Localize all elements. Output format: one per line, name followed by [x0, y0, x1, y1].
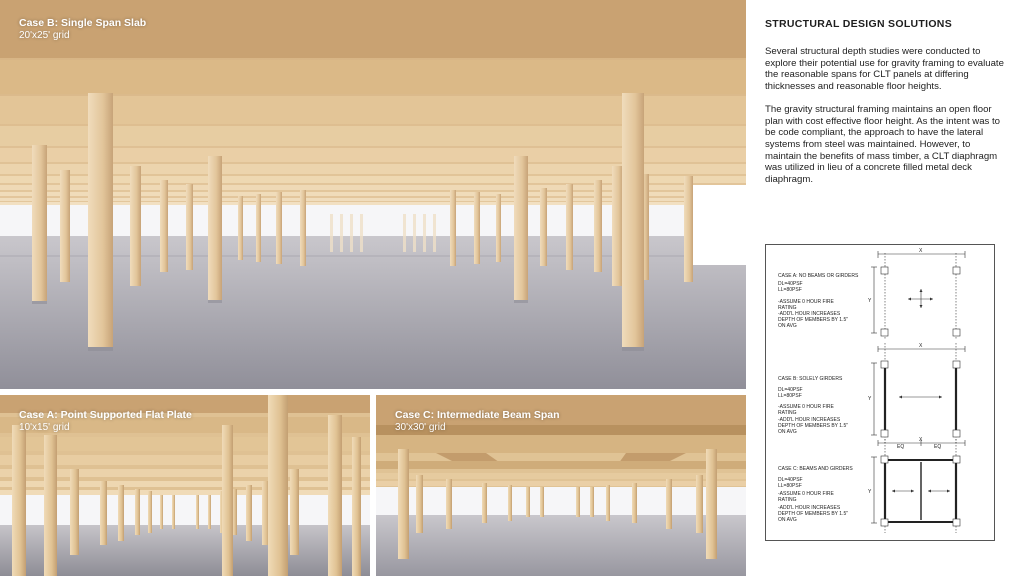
structural-diagram — [765, 244, 995, 541]
dim-eq-label-1: EQ — [897, 444, 905, 450]
case-c-line: RATING — [778, 497, 797, 503]
paragraph-structural-studies: Several structural depth studies were conducted to explore their potential use for gravity framing to evaluate the reasonable spans for CLT panels at differing thicknesses and reasonable floor heights. — [765, 46, 1004, 93]
render-case-c-caption — [395, 409, 560, 434]
case-b-line: LL=80PSF — [778, 393, 802, 399]
case-c-line: -ADD'L HOUR INCREASES — [778, 505, 841, 511]
render-case-b — [0, 0, 746, 389]
paragraph-gravity-framing: The gravity structural framing maintains an open floor plan with cost effective floor height. As the intent was to be code compliant, the approach to have the lateral systems from steel was maintained. However, to maintain the benefits of mass timber, a CLT diaphragm was utilized in lieu of a concrete filled metal deck diaphragm. — [765, 103, 1001, 186]
case-a-line: DL=40PSF — [778, 281, 803, 287]
dim-x-label-a: X — [919, 248, 923, 254]
render-case-b-image — [0, 0, 746, 389]
render-case-c — [376, 395, 746, 576]
case-c-line: LL=80PSF — [778, 483, 802, 489]
render-case-b-caption — [19, 17, 146, 42]
case-b-title: CASE B: SOLELY GIRDERS — [778, 376, 843, 382]
case-b-line: ON AVG — [778, 429, 797, 435]
structural-diagram-drawing — [766, 245, 994, 540]
render-case-a-title: Case A: Point Supported Flat Plate — [19, 409, 192, 421]
diagram-arrowheads — [892, 289, 950, 493]
render-case-c-title: Case C: Intermediate Beam Span — [395, 409, 560, 421]
case-b-line: DEPTH OF MEMBERS BY 1.5" — [778, 423, 849, 429]
case-a-line: RATING — [778, 305, 797, 311]
case-b-line: -ADD'L HOUR INCREASES — [778, 417, 841, 423]
case-b-line: DL=40PSF — [778, 387, 803, 393]
render-case-b-subtitle: 20'x25' grid — [19, 30, 70, 41]
render-case-c-subtitle: 30'x30' grid — [395, 422, 446, 433]
render-case-a-caption — [19, 409, 192, 434]
dim-y-label-b: Y — [868, 396, 872, 402]
case-a-line: LL=80PSF — [778, 287, 802, 293]
case-a-line: DEPTH OF MEMBERS BY 1.5" — [778, 317, 849, 323]
case-b-line: RATING — [778, 410, 797, 416]
dim-x-label-c: X — [919, 437, 923, 443]
section-heading: STRUCTURAL DESIGN SOLUTIONS — [765, 18, 952, 30]
case-c-title: CASE C: BEAMS AND GIRDERS — [778, 466, 853, 472]
case-a-line: -ADD'L HOUR INCREASES — [778, 311, 841, 317]
case-b-line: -ASSUME 0 HOUR FIRE — [778, 404, 834, 410]
case-c-line: DEPTH OF MEMBERS BY 1.5" — [778, 511, 849, 517]
dim-y-label-c: Y — [868, 489, 872, 495]
case-c-line: -ASSUME 0 HOUR FIRE — [778, 491, 834, 497]
case-a-line: -ASSUME 0 HOUR FIRE — [778, 299, 834, 305]
dim-y-label-a: Y — [868, 298, 872, 304]
case-a-line: ON AVG — [778, 323, 797, 329]
diagram-labels — [778, 248, 941, 523]
dim-eq-label-2: EQ — [934, 444, 942, 450]
render-case-b-title: Case B: Single Span Slab — [19, 17, 147, 29]
text-column — [765, 18, 1005, 197]
case-a-title: CASE A: NO BEAMS OR GIRDERS — [778, 273, 859, 279]
case-c-line: ON AVG — [778, 517, 797, 523]
dim-x-label-b: X — [919, 343, 923, 349]
render-case-a — [0, 395, 370, 576]
case-c-line: DL=40PSF — [778, 477, 803, 483]
render-case-a-subtitle: 10'x15' grid — [19, 422, 70, 433]
